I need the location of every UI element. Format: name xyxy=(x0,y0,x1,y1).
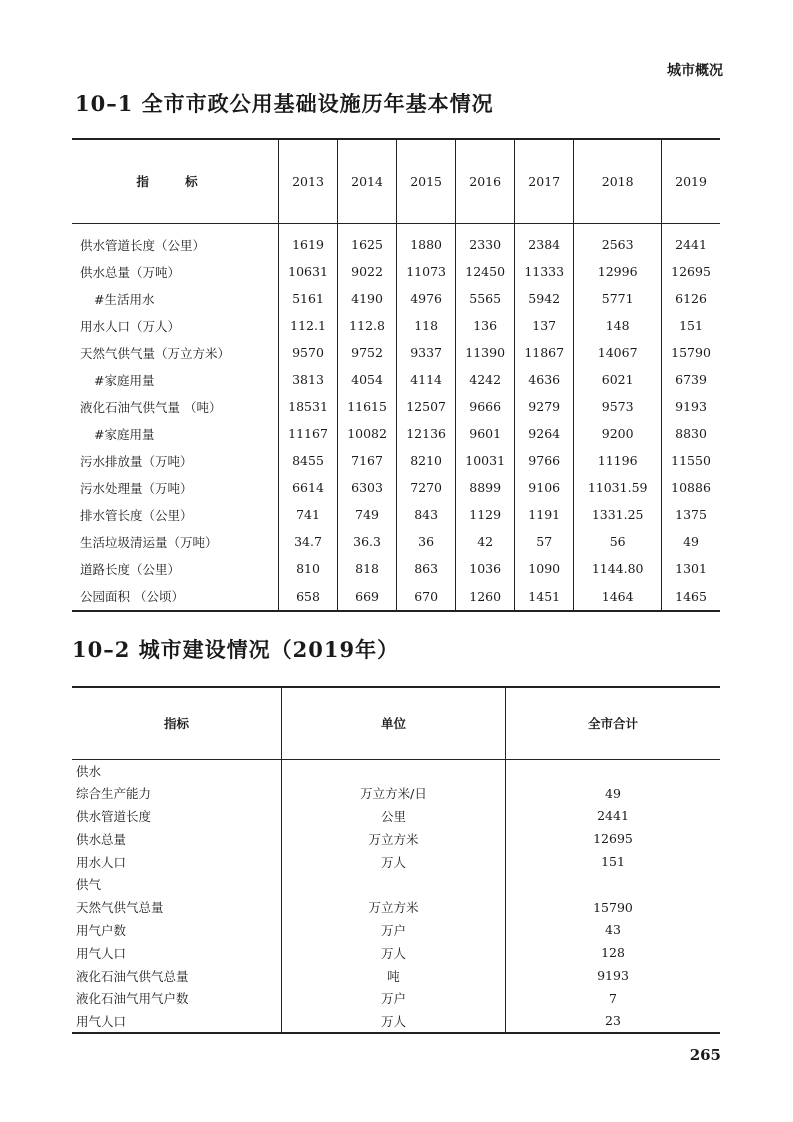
table-row xyxy=(72,896,720,919)
indicator-header: 指标 xyxy=(72,687,282,759)
year-value-cell: 749 xyxy=(338,501,397,528)
year-value-cell: 9766 xyxy=(515,447,574,474)
row-label: 天然气供气量（万立方米） xyxy=(80,345,231,361)
table-row xyxy=(72,258,720,285)
year-value-cell: 9570 xyxy=(279,339,338,366)
table-row xyxy=(72,501,720,528)
total-value-cell xyxy=(506,873,721,896)
total-header: 全市合计 xyxy=(506,687,721,759)
year-value-cell: 9573 xyxy=(574,393,662,420)
urban-construction-table xyxy=(72,686,720,1034)
table-row xyxy=(72,850,720,873)
year-value-cell: 6303 xyxy=(338,474,397,501)
table-row xyxy=(72,582,720,611)
table1-title: 10–1 全市市政公用基础设施历年基本情况 xyxy=(75,91,494,116)
year-value-cell: 1464 xyxy=(574,582,662,611)
total-value-cell: 12695 xyxy=(506,827,721,850)
year-value-cell: 670 xyxy=(397,582,456,611)
total-value-cell: 15790 xyxy=(506,896,721,919)
row-label: #生活用水 xyxy=(94,291,155,307)
year-value-cell: 9200 xyxy=(574,420,662,447)
year-value-cell: 1129 xyxy=(456,501,515,528)
total-value-cell: 23 xyxy=(506,1010,721,1033)
year-value-cell: 36.3 xyxy=(338,528,397,555)
year-value-cell: 36 xyxy=(397,528,456,555)
year-value-cell: 2563 xyxy=(574,223,662,258)
year-value-cell: 5771 xyxy=(574,285,662,312)
row-label: 供气 xyxy=(76,877,102,893)
table-row xyxy=(72,759,720,782)
year-value-cell: 12136 xyxy=(397,420,456,447)
year-value-cell: 49 xyxy=(662,528,720,555)
year-value-cell: 10031 xyxy=(456,447,515,474)
year-value-cell: 4242 xyxy=(456,366,515,393)
row-label: 污水排放量（万吨） xyxy=(80,453,193,469)
row-label: 用水人口 xyxy=(76,854,127,870)
row-label: 天然气供气总量 xyxy=(76,900,164,916)
year-value-cell: 136 xyxy=(456,312,515,339)
table-row xyxy=(72,805,720,828)
year-value-cell: 4636 xyxy=(515,366,574,393)
year-header: 2019 xyxy=(662,139,720,223)
total-value-cell: 7 xyxy=(506,987,721,1010)
year-value-cell: 1880 xyxy=(397,223,456,258)
table-row xyxy=(72,447,720,474)
row-label: 排水管长度（公里） xyxy=(80,507,193,523)
chapter-header: 城市概况 xyxy=(667,63,723,79)
table-row xyxy=(72,223,720,258)
year-value-cell: 1090 xyxy=(515,555,574,582)
year-value-cell: 11615 xyxy=(338,393,397,420)
year-value-cell: 10631 xyxy=(279,258,338,285)
year-value-cell: 5942 xyxy=(515,285,574,312)
year-value-cell: 4114 xyxy=(397,366,456,393)
year-value-cell: 12996 xyxy=(574,258,662,285)
row-label: 供水管道长度 xyxy=(76,808,152,824)
year-header: 2014 xyxy=(338,139,397,223)
table-row xyxy=(72,964,720,987)
total-value-cell: 2441 xyxy=(506,805,721,828)
year-value-cell: 1465 xyxy=(662,582,720,611)
year-value-cell: 6021 xyxy=(574,366,662,393)
table-row xyxy=(72,420,720,447)
table-row xyxy=(72,1010,720,1033)
year-value-cell: 843 xyxy=(397,501,456,528)
year-value-cell: 112.1 xyxy=(279,312,338,339)
year-value-cell: 11333 xyxy=(515,258,574,285)
year-value-cell: 9279 xyxy=(515,393,574,420)
unit-cell: 万立方米 xyxy=(282,827,506,850)
year-value-cell: 1331.25 xyxy=(574,501,662,528)
unit-cell xyxy=(282,873,506,896)
year-value-cell: 10082 xyxy=(338,420,397,447)
page-number: 265 xyxy=(689,1046,721,1064)
table-row xyxy=(72,474,720,501)
year-value-cell: 9193 xyxy=(662,393,720,420)
year-value-cell: 9264 xyxy=(515,420,574,447)
row-label: 用气人口 xyxy=(76,945,127,961)
total-value-cell: 49 xyxy=(506,782,721,805)
year-value-cell: 112.8 xyxy=(338,312,397,339)
row-label: 用水人口（万人） xyxy=(80,318,181,334)
row-label: 道路长度（公里） xyxy=(80,561,181,577)
year-value-cell: 11073 xyxy=(397,258,456,285)
year-value-cell: 11196 xyxy=(574,447,662,474)
year-value-cell: 6614 xyxy=(279,474,338,501)
year-value-cell: 137 xyxy=(515,312,574,339)
year-value-cell: 9022 xyxy=(338,258,397,285)
year-value-cell: 8455 xyxy=(279,447,338,474)
year-value-cell: 741 xyxy=(279,501,338,528)
table-row xyxy=(72,987,720,1010)
year-value-cell: 12450 xyxy=(456,258,515,285)
row-label: 供水总量（万吨） xyxy=(80,264,181,280)
year-value-cell: 2441 xyxy=(662,223,720,258)
year-value-cell: 9106 xyxy=(515,474,574,501)
unit-cell: 吨 xyxy=(282,964,506,987)
row-label: #家庭用量 xyxy=(94,426,155,442)
year-value-cell: 12695 xyxy=(662,258,720,285)
row-label: 液化石油气供气总量 xyxy=(76,968,189,984)
table-row xyxy=(72,555,720,582)
year-value-cell: 9337 xyxy=(397,339,456,366)
year-value-cell: 1451 xyxy=(515,582,574,611)
year-value-cell: 8830 xyxy=(662,420,720,447)
row-label: 用气人口 xyxy=(72,1010,282,1033)
year-value-cell: 5565 xyxy=(456,285,515,312)
year-value-cell: 1260 xyxy=(456,582,515,611)
year-value-cell: 4190 xyxy=(338,285,397,312)
year-value-cell: 5161 xyxy=(279,285,338,312)
year-value-cell: 1036 xyxy=(456,555,515,582)
row-label: 供水管道长度（公里） xyxy=(80,237,206,253)
year-value-cell: 4976 xyxy=(397,285,456,312)
year-value-cell: 1625 xyxy=(338,223,397,258)
year-value-cell: 863 xyxy=(397,555,456,582)
year-header: 2016 xyxy=(456,139,515,223)
row-label: 供水 xyxy=(76,763,102,779)
row-label: #家庭用量 xyxy=(94,372,155,388)
year-value-cell: 6126 xyxy=(662,285,720,312)
year-value-cell: 56 xyxy=(574,528,662,555)
year-value-cell: 10886 xyxy=(662,474,720,501)
year-value-cell: 11167 xyxy=(279,420,338,447)
total-value-cell: 9193 xyxy=(506,964,721,987)
unit-cell: 万户 xyxy=(282,987,506,1010)
year-value-cell: 9752 xyxy=(338,339,397,366)
year-value-cell: 8899 xyxy=(456,474,515,501)
year-value-cell: 11390 xyxy=(456,339,515,366)
year-value-cell: 1375 xyxy=(662,501,720,528)
row-label: 液化石油气用气户数 xyxy=(76,991,189,1007)
year-value-cell: 1619 xyxy=(279,223,338,258)
year-value-cell: 669 xyxy=(338,582,397,611)
unit-cell: 万人 xyxy=(282,850,506,873)
unit-cell: 万人 xyxy=(282,941,506,964)
year-value-cell: 14067 xyxy=(574,339,662,366)
total-value-cell xyxy=(506,759,721,782)
year-value-cell: 2330 xyxy=(456,223,515,258)
table-row xyxy=(72,941,720,964)
year-value-cell: 12507 xyxy=(397,393,456,420)
unit-cell xyxy=(282,759,506,782)
table2-header-row xyxy=(72,687,720,759)
year-value-cell: 1191 xyxy=(515,501,574,528)
year-value-cell: 11550 xyxy=(662,447,720,474)
year-value-cell: 1301 xyxy=(662,555,720,582)
row-label: 生活垃圾清运量（万吨） xyxy=(80,534,218,550)
year-value-cell: 9601 xyxy=(456,420,515,447)
row-label: 液化石油气供气量 （吨） xyxy=(80,399,222,415)
table-row xyxy=(72,366,720,393)
year-value-cell: 6739 xyxy=(662,366,720,393)
unit-cell: 公里 xyxy=(282,805,506,828)
year-value-cell: 151 xyxy=(662,312,720,339)
year-value-cell: 4054 xyxy=(338,366,397,393)
row-label: 公园面积 （公顷） xyxy=(72,582,279,611)
year-value-cell: 658 xyxy=(279,582,338,611)
infrastructure-history-table xyxy=(72,138,720,612)
table-row xyxy=(72,528,720,555)
table-row xyxy=(72,312,720,339)
year-value-cell: 57 xyxy=(515,528,574,555)
table-row xyxy=(72,873,720,896)
year-value-cell: 118 xyxy=(397,312,456,339)
table-row xyxy=(72,285,720,312)
unit-cell: 万立方米/日 xyxy=(282,782,506,805)
unit-cell: 万立方米 xyxy=(282,896,506,919)
row-label: 污水处理量（万吨） xyxy=(80,480,193,496)
total-value-cell: 128 xyxy=(506,941,721,964)
year-value-cell: 8210 xyxy=(397,447,456,474)
year-value-cell: 34.7 xyxy=(279,528,338,555)
unit-cell: 万人 xyxy=(282,1010,506,1033)
year-value-cell: 15790 xyxy=(662,339,720,366)
year-value-cell: 2384 xyxy=(515,223,574,258)
year-value-cell: 42 xyxy=(456,528,515,555)
year-value-cell: 7167 xyxy=(338,447,397,474)
table2-title: 10–2 城市建设情况（2019年） xyxy=(72,637,400,662)
year-header: 2013 xyxy=(279,139,338,223)
year-value-cell: 11031.59 xyxy=(574,474,662,501)
year-value-cell: 818 xyxy=(338,555,397,582)
year-value-cell: 810 xyxy=(279,555,338,582)
table-row xyxy=(72,393,720,420)
table-row xyxy=(72,827,720,850)
table-row xyxy=(72,919,720,942)
row-label: 用气户数 xyxy=(76,922,127,938)
row-label: 综合生产能力 xyxy=(76,786,152,802)
year-value-cell: 18531 xyxy=(279,393,338,420)
table1-header-row xyxy=(72,139,720,223)
unit-cell: 万户 xyxy=(282,919,506,942)
year-value-cell: 3813 xyxy=(279,366,338,393)
indicator-header: 指 标 xyxy=(72,139,279,223)
year-header: 2018 xyxy=(574,139,662,223)
year-value-cell: 1144.80 xyxy=(574,555,662,582)
year-value-cell: 7270 xyxy=(397,474,456,501)
table-row xyxy=(72,339,720,366)
table-row xyxy=(72,782,720,805)
year-header: 2015 xyxy=(397,139,456,223)
year-header: 2017 xyxy=(515,139,574,223)
row-label: 供水总量 xyxy=(76,831,127,847)
total-value-cell: 43 xyxy=(506,919,721,942)
total-value-cell: 151 xyxy=(506,850,721,873)
year-value-cell: 11867 xyxy=(515,339,574,366)
year-value-cell: 148 xyxy=(574,312,662,339)
unit-header: 单位 xyxy=(282,687,506,759)
year-value-cell: 9666 xyxy=(456,393,515,420)
